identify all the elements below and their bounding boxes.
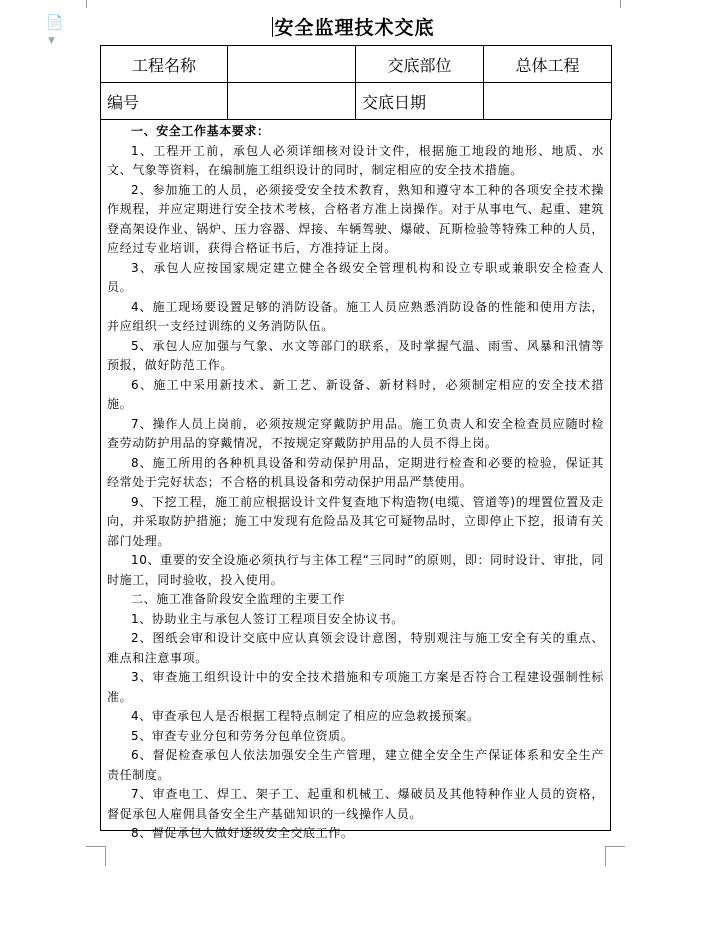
paragraph: 2、参加施工的人员，必须接受安全技术教育，熟知和遵守本工种的各项安全技术操作规程，并应定期进行安全技术考核，合格者方准上岗操作。对于从事电气、起重、建筑登高架设作业、锅炉、压力容器、焊接、车辆驾驶、爆破、瓦斯检验等特殊工种的人员，应经过专业培训，获得合格证书后，方准持证上岗。 — [107, 182, 604, 255]
paragraph: 二、施工准备阶段安全监理的主要工作 — [131, 592, 346, 606]
paragraph: 6、施工中采用新技术、新工艺、新设备、新材料时，必须制定相应的安全技术措施。 — [107, 377, 604, 411]
crop-mark — [620, 0, 621, 8]
chevron-down-icon[interactable]: ▼ — [48, 36, 55, 46]
table-row — [101, 46, 612, 83]
briefing-date-value[interactable] — [484, 83, 612, 120]
paragraph: 1、工程开工前，承包人必须详细核对设计文件，根据施工地段的地形、地质、水文、气象等资料，在编制施工组织设计的同时，制定相应的安全技术措施。 — [107, 143, 604, 177]
paragraph: 7、操作人员上岗前，必须按规定穿戴防护用品。施工负责人和安全检查员应随时检查劳动防护用品的穿戴情况，不按规定穿戴防护用品的人员不得上岗。 — [107, 416, 604, 450]
crop-mark — [86, 0, 87, 8]
paragraph: 8、督促承包人做好逐级安全交底工作。 — [131, 826, 354, 840]
project-name-value[interactable] — [228, 46, 356, 83]
crop-mark — [605, 846, 625, 847]
header-table — [100, 45, 612, 120]
paragraph: 5、审查专业分包和劳务分包单位资质。 — [131, 728, 354, 743]
title-text: 安全监理技术交底 — [274, 17, 435, 39]
paragraph: 4、审查承包人是否根据工程特点制定了相应的应急救援预案。 — [131, 709, 480, 723]
paragraph: 1、协助业主与承包人签订工程项目安全协议书。 — [131, 611, 404, 626]
crop-mark — [105, 846, 106, 866]
paragraph: 2、图纸会审和设计交底中应认真领会设计意图，特别观注与施工安全有关的重点、难点和注意事项。 — [107, 631, 604, 665]
content-cell[interactable] — [100, 120, 611, 840]
paragraph: 8、施工所用的各种机具设备和劳动保护用品，定期进行检查和必要的检验，保证其经常处于完好状态；不合格的机具设备和劳动保护用品严禁使用。 — [107, 455, 604, 489]
briefing-part-value[interactable]: 总体工程 — [484, 46, 612, 83]
paragraph: 3、承包人应按国家规定建立健全各级安全管理机构和设立专职或兼职安全检查人员。 — [107, 260, 604, 294]
crop-mark — [86, 846, 106, 847]
project-name-label: 工程名称 — [101, 46, 228, 83]
paragraph: 4、施工现场要设置足够的消防设备。施工人员应熟悉消防设备的性能和使用方法，并应组织一支经过训练的义务消防队伍。 — [107, 299, 604, 333]
table-row — [101, 83, 612, 120]
paragraph: 一、安全工作基本要求： — [131, 124, 270, 138]
document-title — [0, 13, 707, 46]
number-label: 编号 — [101, 83, 228, 120]
briefing-part-label: 交底部位 — [356, 46, 484, 83]
paragraph: 5、承包人应加强与气象、水文等部门的联系，及时掌握气温、雨雪、风暴和汛情等预报，做好防范工作。 — [107, 338, 604, 372]
content-text — [101, 120, 610, 844]
crop-mark — [605, 846, 606, 866]
paragraph: 10、重要的安全设施必须执行与主体工程“三同时”的原则，即：同时设计、审批，同时施工，同时验收，投入使用。 — [107, 553, 604, 587]
paragraph: 3、审查施工组织设计中的安全技术措施和专项施工方案是否符合工程建设强制性标准。 — [107, 670, 604, 704]
document-icon[interactable]: 📄▼ — [46, 15, 64, 46]
briefing-date-label: 交底日期 — [356, 83, 484, 120]
number-value[interactable] — [228, 83, 356, 120]
paragraph: 9、下挖工程，施工前应根据设计文件复查地下构造物(电缆、管道等)的埋置位置及走向，并采取防护措施；施工中发现有危险品及其它可疑物品时，立即停止下挖，报请有关部门处理。 — [107, 494, 604, 548]
paragraph: 6、督促检查承包人依法加强安全生产管理，建立健全安全生产保证体系和安全生产责任制度。 — [107, 748, 604, 782]
paragraph: 7、审查电工、焊工、架子工、起重和机械工、爆破员及其他特种作业人员的资格，督促承包人雇佣具备安全生产基础知识的一线操作人员。 — [107, 787, 604, 821]
